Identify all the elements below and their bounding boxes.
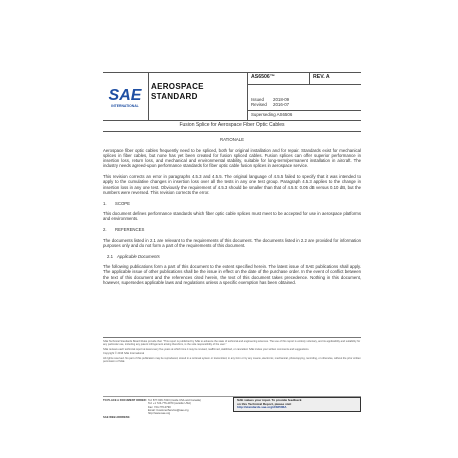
footer-copyright: Copyright © 2016 SAE International — [103, 352, 145, 356]
section-2-text: The documents listed in 2.1 are relevant to the requirements of this document. The documents listed in 2.2 are provided for information purposes only and do not form a part of the requirements of this document. — [103, 237, 361, 248]
sae-logo-subtext: INTERNATIONAL — [111, 104, 139, 108]
issued-label: Issued — [251, 97, 264, 102]
section-2-number: 2. — [103, 227, 107, 233]
contact-email[interactable]: Email: CustomerService@sae.org — [148, 408, 189, 412]
section-1-heading — [103, 201, 361, 206]
section-2-1-title: Applicable Documents — [117, 253, 160, 259]
revised-value: 2016-07 — [273, 102, 290, 107]
section-2-1-text: The following publications form a part of this document to the extent specified herein. The latest issue of SAE publications shall apply. The applicable issue of other publications shall be the issue in effect on the date of the purchase order. In the event of conflict between the text of this document and the references cited herein, the text of this document takes precedence. Nothing in this document, however, supersedes applicable laws and regulations unless a specific exemption has been obtained. — [103, 264, 361, 286]
section-2-title: REFERENCES — [115, 227, 145, 233]
document-title: Fusion Splice for Aerospace Fiber Optic Cables — [103, 120, 361, 132]
feedback-line-1: SAE values your input. To provide feedback — [237, 398, 302, 402]
section-2-heading — [103, 227, 361, 232]
contact-tel: Tel: 877-606-7323 (inside USA and Canada) — [148, 399, 201, 402]
sae-logo-text: SAE — [108, 87, 142, 104]
footer-paragraph-4: All rights reserved. No part of this publication may be reproduced, stored in a retrieval system or transmitted, in any form or by any means, electronic, mechanical, photocopying, recording, or otherwise, without the prior written permission of SAE. — [103, 356, 361, 364]
superseding-note: Superseding AS6506 — [251, 112, 293, 117]
order-label: TO PLACE A DOCUMENT ORDER: — [103, 399, 147, 402]
footer-paragraph-2: SAE reviews each technical report at least every five years at which time it may be revised, reaffirmed, stabilized, or cancelled. SAE invites your written comments and suggestions. — [103, 347, 310, 351]
legal-footer — [103, 337, 361, 365]
rationale-paragraph-1: Aerospace fiber optic cables frequently need to be spliced, both for original installation and for repair. Standards exist for mechanical splices in fiber cables, but none has yet been created for fusion spliced cables. Fusion splices can offer superior performance in insertion loss, return loss, and mechanical and environmental stability, suitable for long-term/permanent installation in aircraft. The industry needs agreed-upon performance standards for fiber optic cable fusion splices in aerospace service. — [103, 147, 361, 169]
revised-label: Revised — [251, 102, 267, 107]
rationale-heading: RATIONALE — [219, 137, 245, 142]
contact-web[interactable]: http://www.sae.org — [148, 412, 171, 416]
rationale-paragraph-2: This revision corrects an error in paragraphs 4.5.3 and 4.5.5. The original language of 4.5.5 failed to specify that it was intended to apply to the cumulative changes in insertion loss over all the tests in any one test group. Paragraph 4.5.3 applies to the change in insertion loss in any one test. Obviously the requirement of 4.5.3 should be smaller than that of 4.5.5: 0.05 dB versus 0.10 dB, but the numbers were reversed. This revision corrects the error. — [103, 174, 361, 195]
feedback-line-2: on this Technical Report, please visit — [237, 401, 292, 406]
section-1-text: This document defines performance standards which fiber optic cable splices must meet to be accepted for use in aerospace platforms and environments. — [103, 211, 361, 222]
section-1-number: 1. — [103, 200, 107, 206]
revised-row — [251, 102, 290, 107]
standard-line-2: STANDARD — [151, 92, 198, 101]
feedback-box — [233, 397, 361, 412]
issued-value: 2018-09 — [273, 97, 290, 102]
section-1-title: SCOPE — [115, 200, 131, 206]
doc-number: AS6506™ — [251, 74, 275, 80]
standard-line-1: AEROSPACE — [151, 82, 204, 91]
document-body — [103, 137, 361, 291]
contact-lines — [148, 399, 201, 415]
feedback-link[interactable]: http://standards.sae.org/AS6506A — [237, 405, 287, 410]
section-2-1-heading — [103, 254, 361, 259]
standard-type — [151, 82, 204, 102]
section-2-1-number: 2.1 — [107, 253, 113, 259]
footer-paragraph-1: SAE Technical Standards Board Rules provide that: "This report is published by SAE to advance the state of technical and engineering sciences. The use of this report is entirely voluntary, and its applicability and suitability for any particular use, including any patent infringement arising therefrom, is the sole responsibility of the user." — [103, 340, 361, 347]
contact-tel-2: Tel: +1 724-776-4970 (outside USA) — [148, 402, 191, 406]
contact-fax: Fax: 724-776-0790 — [148, 405, 171, 409]
sae-logo — [107, 78, 143, 112]
revision-label: REV. A — [313, 74, 330, 80]
web-label: SAE WEB ADDRESS: — [103, 415, 131, 419]
